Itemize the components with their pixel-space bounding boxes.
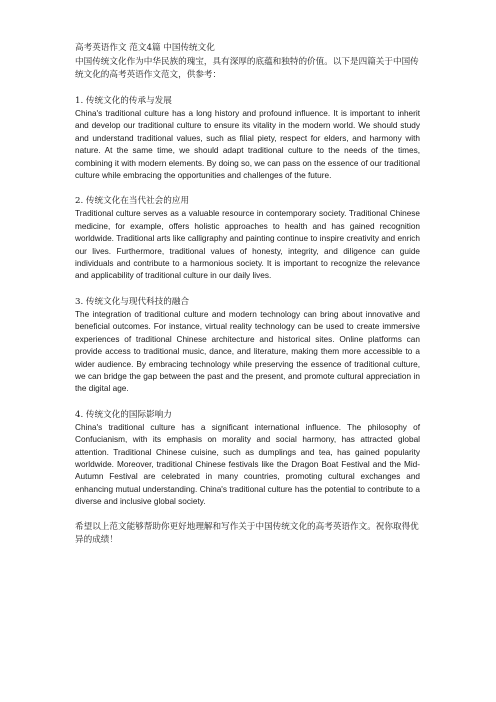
section-heading: 3. 传统文化与现代科技的融合	[75, 296, 190, 307]
section-heading: 2. 传统文化在当代社会的应用	[75, 196, 190, 207]
section-body: China's traditional culture has a long history and profound influence. It is important to inherit and develop our traditional culture to ensure its vitality in the modern world. We should study and understand traditional values, such as filial piety, respect for elders, and harmony with nature. At the same time, we should adapt traditional culture to the needs of the times, combining it with modern elements. By doing so, we can pass on the essence of our traditional culture while embracing the opportunities and challenges of the future.	[75, 109, 420, 181]
section-heading: 1. 传统文化的传承与发展	[75, 96, 172, 106]
section-body: Traditional culture serves as a valuable resource in contemporary society. Traditional Chinese medicine, for example, offers holistic approaches to health and has gained recognition worldwide. Traditional arts like calligraphy and painting continue to inspire creativity and enrich our lives. Furthermore, traditional values of honesty, integrity, and diligence can guide individuals and contribute to a harmonious society. It is important to recognize the relevance and applicability of traditional culture in our daily lives.	[75, 209, 420, 281]
section-3	[75, 296, 420, 396]
section-2	[75, 195, 420, 282]
section-1	[75, 95, 420, 182]
section-4	[75, 409, 420, 509]
section-body: The integration of traditional culture and modern technology can bring about innovative and beneficial outcomes. For instance, virtual reality technology can be used to create immersive experiences of traditional Chinese architecture and historical sites. Online platforms can provide access to traditional music, dance, and literature, making them more accessible to a wider audience. By embracing technology while preserving the essence of traditional culture, we can bridge the gap between the past and the present, and promote cultural appreciation in the digital age.	[75, 309, 420, 394]
document-page	[75, 42, 420, 547]
closing-paragraph: 希望以上范文能够帮助你更好地理解和写作关于中国传统文化的高考英语作文。祝你取得优异的成绩！	[75, 521, 419, 545]
document-title: 高考英语作文 范文4篇 中国传统文化	[75, 43, 215, 53]
section-heading: 4. 传统文化的国际影响力	[75, 409, 172, 420]
section-body: China's traditional culture has a significant international influence. The philosophy of Confucianism, with its emphasis on morality and social harmony, has attracted global attention. Traditional Chinese cuisine, such as dumplings and tea, has gained popularity worldwide. Moreover, traditional Chinese festivals like the Dragon Boat Festival and the Mid-Autumn Festival are celebrated in many countries, promoting cultural exchanges and enhancing mutual understanding. China's traditional culture has the potential to contribute to a diverse and inclusive global society.	[75, 422, 420, 507]
intro-paragraph: 中国传统文化作为中华民族的瑰宝，具有深厚的底蕴和独特的价值。以下是四篇关于中国传统文化的高考英语作文范文，供参考：	[75, 57, 419, 80]
